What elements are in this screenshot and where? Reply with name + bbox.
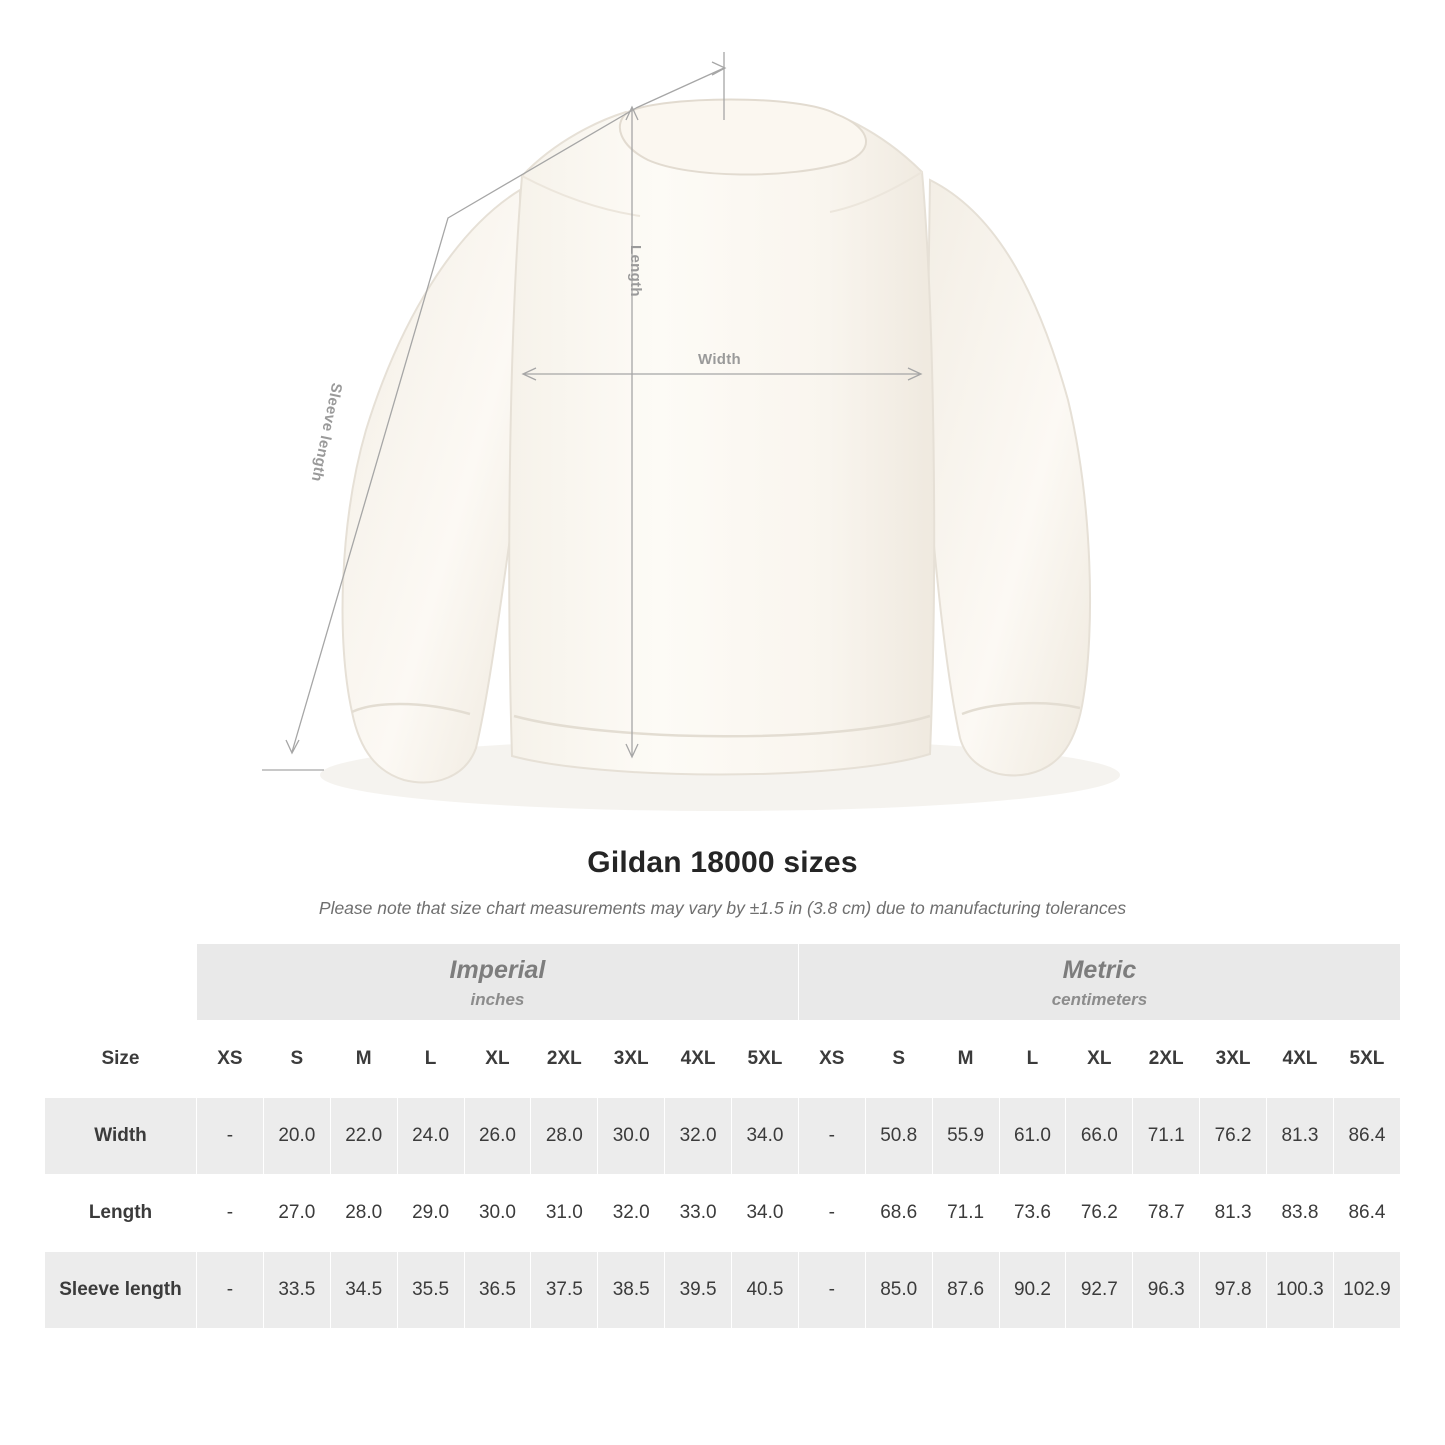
unit-imperial-name: Imperial	[449, 955, 546, 984]
cell-width-16: 81.3	[1267, 1098, 1334, 1175]
cell-length-0: -	[197, 1175, 264, 1252]
cell-length-10: 68.6	[865, 1175, 932, 1252]
column-header-s-metric: S	[865, 1021, 932, 1098]
unit-metric-name: Metric	[1062, 955, 1137, 984]
cell-length-7: 33.0	[665, 1175, 732, 1252]
cell-length-3: 29.0	[397, 1175, 464, 1252]
column-header-l-metric: L	[999, 1021, 1066, 1098]
cell-length-4: 30.0	[464, 1175, 531, 1252]
cell-width-8: 34.0	[732, 1098, 799, 1175]
column-header-size: Size	[45, 1021, 197, 1098]
chart-title: Gildan 18000 sizes	[587, 846, 858, 879]
cell-length-1: 27.0	[263, 1175, 330, 1252]
cell-length-2: 28.0	[330, 1175, 397, 1252]
unit-group-imperial	[197, 944, 799, 1021]
length-label: Length	[627, 245, 644, 297]
cell-width-4: 26.0	[464, 1098, 531, 1175]
cell-sleeve-13: 92.7	[1066, 1252, 1133, 1329]
cell-sleeve-8: 40.5	[732, 1252, 799, 1329]
column-header-m-metric: M	[932, 1021, 999, 1098]
sleeve-length-label: Sleeve length	[307, 381, 346, 484]
cell-sleeve-2: 34.5	[330, 1252, 397, 1329]
cell-sleeve-0: -	[197, 1252, 264, 1329]
cell-length-15: 81.3	[1200, 1175, 1267, 1252]
cell-width-10: 50.8	[865, 1098, 932, 1175]
cell-width-13: 66.0	[1066, 1098, 1133, 1175]
cell-width-3: 24.0	[397, 1098, 464, 1175]
cell-sleeve-16: 100.3	[1267, 1252, 1334, 1329]
cell-width-11: 55.9	[932, 1098, 999, 1175]
column-header-5xl-metric: 5XL	[1333, 1021, 1400, 1098]
cell-length-16: 83.8	[1267, 1175, 1334, 1252]
unit-imperial-sub: inches	[470, 990, 525, 1010]
table-row	[45, 1098, 1401, 1175]
cell-length-17: 86.4	[1333, 1175, 1400, 1252]
unit-group-row	[45, 944, 1401, 1021]
cell-width-17: 86.4	[1333, 1098, 1400, 1175]
column-header-2xl-metric: 2XL	[1133, 1021, 1200, 1098]
cell-sleeve-6: 38.5	[598, 1252, 665, 1329]
cell-sleeve-14: 96.3	[1133, 1252, 1200, 1329]
cell-width-9: -	[798, 1098, 865, 1175]
cell-sleeve-15: 97.8	[1200, 1252, 1267, 1329]
title-block	[0, 846, 1445, 919]
cell-sleeve-9: -	[798, 1252, 865, 1329]
cell-width-15: 76.2	[1200, 1098, 1267, 1175]
unit-group-metric	[798, 944, 1400, 1021]
cell-width-6: 30.0	[598, 1098, 665, 1175]
cell-width-2: 22.0	[330, 1098, 397, 1175]
column-header-3xl-metric: 3XL	[1200, 1021, 1267, 1098]
cell-length-14: 78.7	[1133, 1175, 1200, 1252]
sleeve-arrow-bottom	[286, 740, 299, 753]
cell-sleeve-7: 39.5	[665, 1252, 732, 1329]
width-label: Width	[698, 351, 742, 368]
column-header-xs-metric: XS	[798, 1021, 865, 1098]
column-header-xl-metric: XL	[1066, 1021, 1133, 1098]
column-header-3xl-imperial: 3XL	[598, 1021, 665, 1098]
table-row	[45, 1175, 1401, 1252]
column-header-4xl-imperial: 4XL	[665, 1021, 732, 1098]
cell-sleeve-17: 102.9	[1333, 1252, 1400, 1329]
cell-width-1: 20.0	[263, 1098, 330, 1175]
cell-width-7: 32.0	[665, 1098, 732, 1175]
row-header-length: Length	[45, 1175, 197, 1252]
body-panel	[509, 112, 934, 775]
row-header-width: Width	[45, 1098, 197, 1175]
column-header-xs-imperial: XS	[197, 1021, 264, 1098]
unit-metric-sub: centimeters	[1051, 990, 1148, 1010]
cell-length-13: 76.2	[1066, 1175, 1133, 1252]
cell-width-0: -	[197, 1098, 264, 1175]
cell-sleeve-12: 90.2	[999, 1252, 1066, 1329]
right-sleeve	[926, 180, 1090, 775]
size-table	[44, 943, 1401, 1329]
size-header-row	[45, 1021, 1401, 1098]
cell-sleeve-5: 37.5	[531, 1252, 598, 1329]
column-header-4xl-metric: 4XL	[1267, 1021, 1334, 1098]
cell-length-12: 73.6	[999, 1175, 1066, 1252]
cell-sleeve-3: 35.5	[397, 1252, 464, 1329]
cell-sleeve-11: 87.6	[932, 1252, 999, 1329]
column-header-2xl-imperial: 2XL	[531, 1021, 598, 1098]
cell-width-14: 71.1	[1133, 1098, 1200, 1175]
column-header-5xl-imperial: 5XL	[732, 1021, 799, 1098]
cell-length-8: 34.0	[732, 1175, 799, 1252]
cell-sleeve-10: 85.0	[865, 1252, 932, 1329]
cell-length-6: 32.0	[598, 1175, 665, 1252]
cell-length-11: 71.1	[932, 1175, 999, 1252]
column-header-xl-imperial: XL	[464, 1021, 531, 1098]
cell-width-5: 28.0	[531, 1098, 598, 1175]
size-table-wrapper	[0, 943, 1445, 1329]
unit-corner-cell	[45, 944, 197, 1021]
column-header-s-imperial: S	[263, 1021, 330, 1098]
cell-length-5: 31.0	[531, 1175, 598, 1252]
cell-width-12: 61.0	[999, 1098, 1066, 1175]
tolerance-note: Please note that size chart measurements may vary by ±1.5 in (3.8 cm) due to manufacturing tolerances	[318, 898, 1127, 918]
cell-sleeve-1: 33.5	[263, 1252, 330, 1329]
cell-length-9: -	[798, 1175, 865, 1252]
column-header-l-imperial: L	[397, 1021, 464, 1098]
column-header-m-imperial: M	[330, 1021, 397, 1098]
table-row	[45, 1252, 1401, 1329]
collar	[620, 100, 866, 175]
row-header-sleeve-length: Sleeve length	[45, 1252, 197, 1329]
cell-sleeve-4: 36.5	[464, 1252, 531, 1329]
